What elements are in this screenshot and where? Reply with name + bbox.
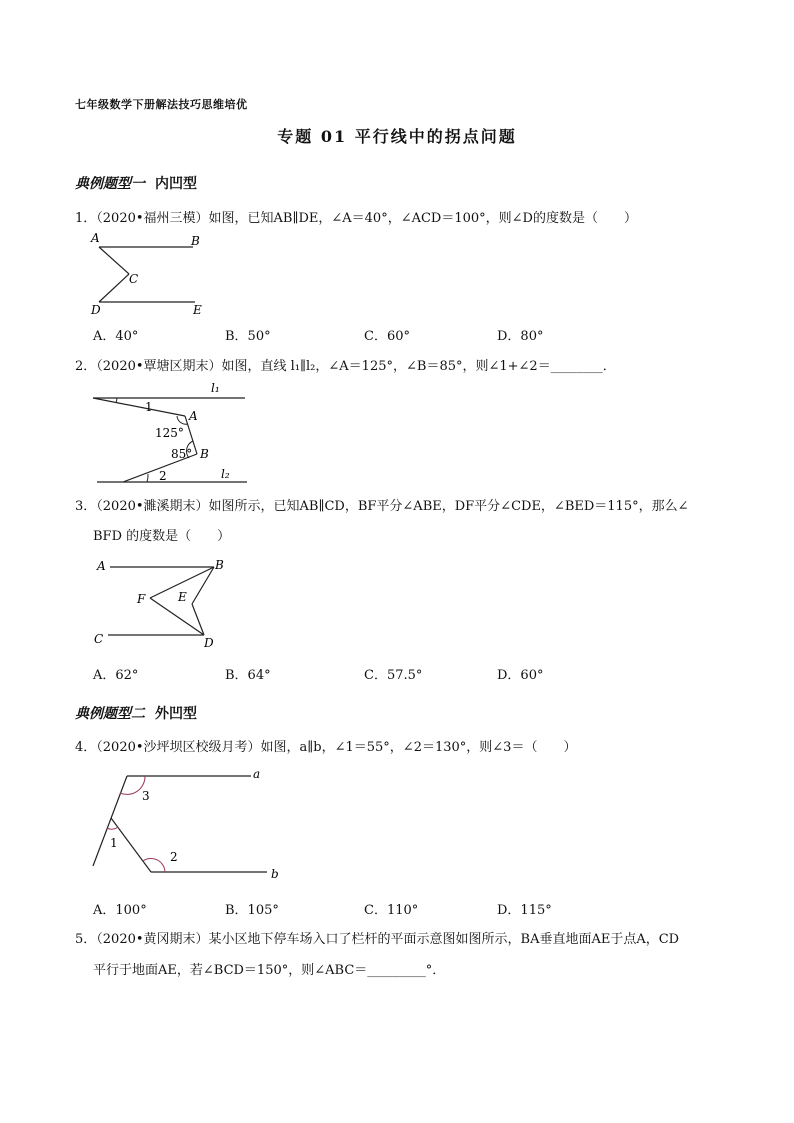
angle-1-arc	[107, 827, 118, 829]
option-c[interactable]: C．110°	[364, 903, 419, 918]
question-1-text: 1．（2020•福州三模）如图，已知AB∥DE，∠A＝40°，∠ACD＝100°，则∠D的度数是（ ）	[75, 211, 637, 226]
label-1: 1	[110, 836, 118, 850]
question-5-text-line2: 平行于地面AE，若∠BCD＝150°，则∠ABC＝_________°．	[93, 963, 446, 978]
label-d: D	[91, 303, 101, 317]
question-4-text: 4．（2020•沙坪坝区校级月考）如图，a∥b，∠1＝55°，∠2＝130°，则∠3＝（ ）	[75, 740, 577, 755]
question-3-figure	[88, 552, 233, 652]
label-a: A	[91, 231, 100, 245]
label-f: F	[137, 592, 146, 606]
option-b[interactable]: B．50°	[225, 329, 271, 344]
label-l2: l₂	[221, 467, 230, 481]
question-3-text-line2: BFD 的度数是（ ）	[93, 529, 231, 544]
label-b: b	[271, 867, 279, 881]
option-d[interactable]: D．80°	[497, 329, 544, 344]
label-c: C	[129, 272, 139, 286]
section-name: 外凹型	[155, 706, 197, 722]
line-to-a	[93, 398, 185, 416]
label-b: B	[215, 558, 224, 572]
label-2: 2	[170, 850, 178, 864]
option-a[interactable]: A．62°	[93, 668, 139, 683]
option-c[interactable]: C．57.5°	[364, 668, 423, 683]
question-2-figure	[85, 378, 255, 490]
angle-2-arc	[147, 474, 148, 482]
label-a: A	[189, 409, 198, 423]
section-tag: 典例题型二	[75, 706, 145, 722]
line-transversal	[93, 776, 127, 866]
line-cd	[99, 274, 129, 302]
section-tag: 典例题型一	[75, 176, 145, 192]
section-heading-2	[75, 703, 197, 723]
option-d[interactable]: D．115°	[497, 903, 552, 918]
label-e: E	[193, 303, 202, 317]
option-a[interactable]: A．100°	[93, 903, 147, 918]
line-ac	[99, 247, 129, 274]
option-b[interactable]: B．105°	[225, 903, 279, 918]
option-b[interactable]: B．64°	[225, 668, 271, 683]
question-1-figure	[85, 228, 215, 320]
option-a[interactable]: A．40°	[93, 329, 139, 344]
page-title: 专题 01 平行线中的拐点问题	[277, 127, 517, 146]
section-heading-1	[75, 173, 197, 193]
label-a: a	[253, 767, 261, 781]
question-4-figure	[85, 760, 285, 885]
label-e: E	[178, 590, 187, 604]
line-fd	[150, 598, 204, 635]
document-subtitle: 七年级数学下册解法技巧思维培优	[75, 98, 248, 111]
question-2-text: 2．（2020•覃塘区期末）如图，直线 l₁∥l₂，∠A＝125°，∠B＝85°，则∠1+∠2＝________．	[75, 359, 616, 374]
label-d: D	[204, 636, 214, 650]
label-85: 85°	[171, 447, 193, 461]
option-c[interactable]: C．60°	[364, 329, 410, 344]
label-125: 125°	[155, 426, 184, 440]
label-l1: l₁	[211, 381, 220, 395]
question-3-text-line1: 3．（2020•濉溪期末）如图所示，已知AB∥CD，BF平分∠ABE，DF平分∠CDE，∠BED＝115°，那么∠	[75, 499, 689, 514]
question-5-text-line1: 5．（2020•黄冈期末）某小区地下停车场入口了栏杆的平面示意图如图所示，BA垂直地面AE于点A，CD	[75, 932, 680, 947]
label-1: 1	[145, 400, 153, 414]
label-b: B	[200, 447, 209, 461]
label-b: B	[191, 234, 200, 248]
option-d[interactable]: D．60°	[497, 668, 544, 683]
label-2: 2	[159, 469, 167, 483]
label-a: A	[97, 559, 106, 573]
section-name: 内凹型	[155, 176, 197, 192]
label-3: 3	[142, 789, 150, 803]
label-c: C	[94, 632, 104, 646]
